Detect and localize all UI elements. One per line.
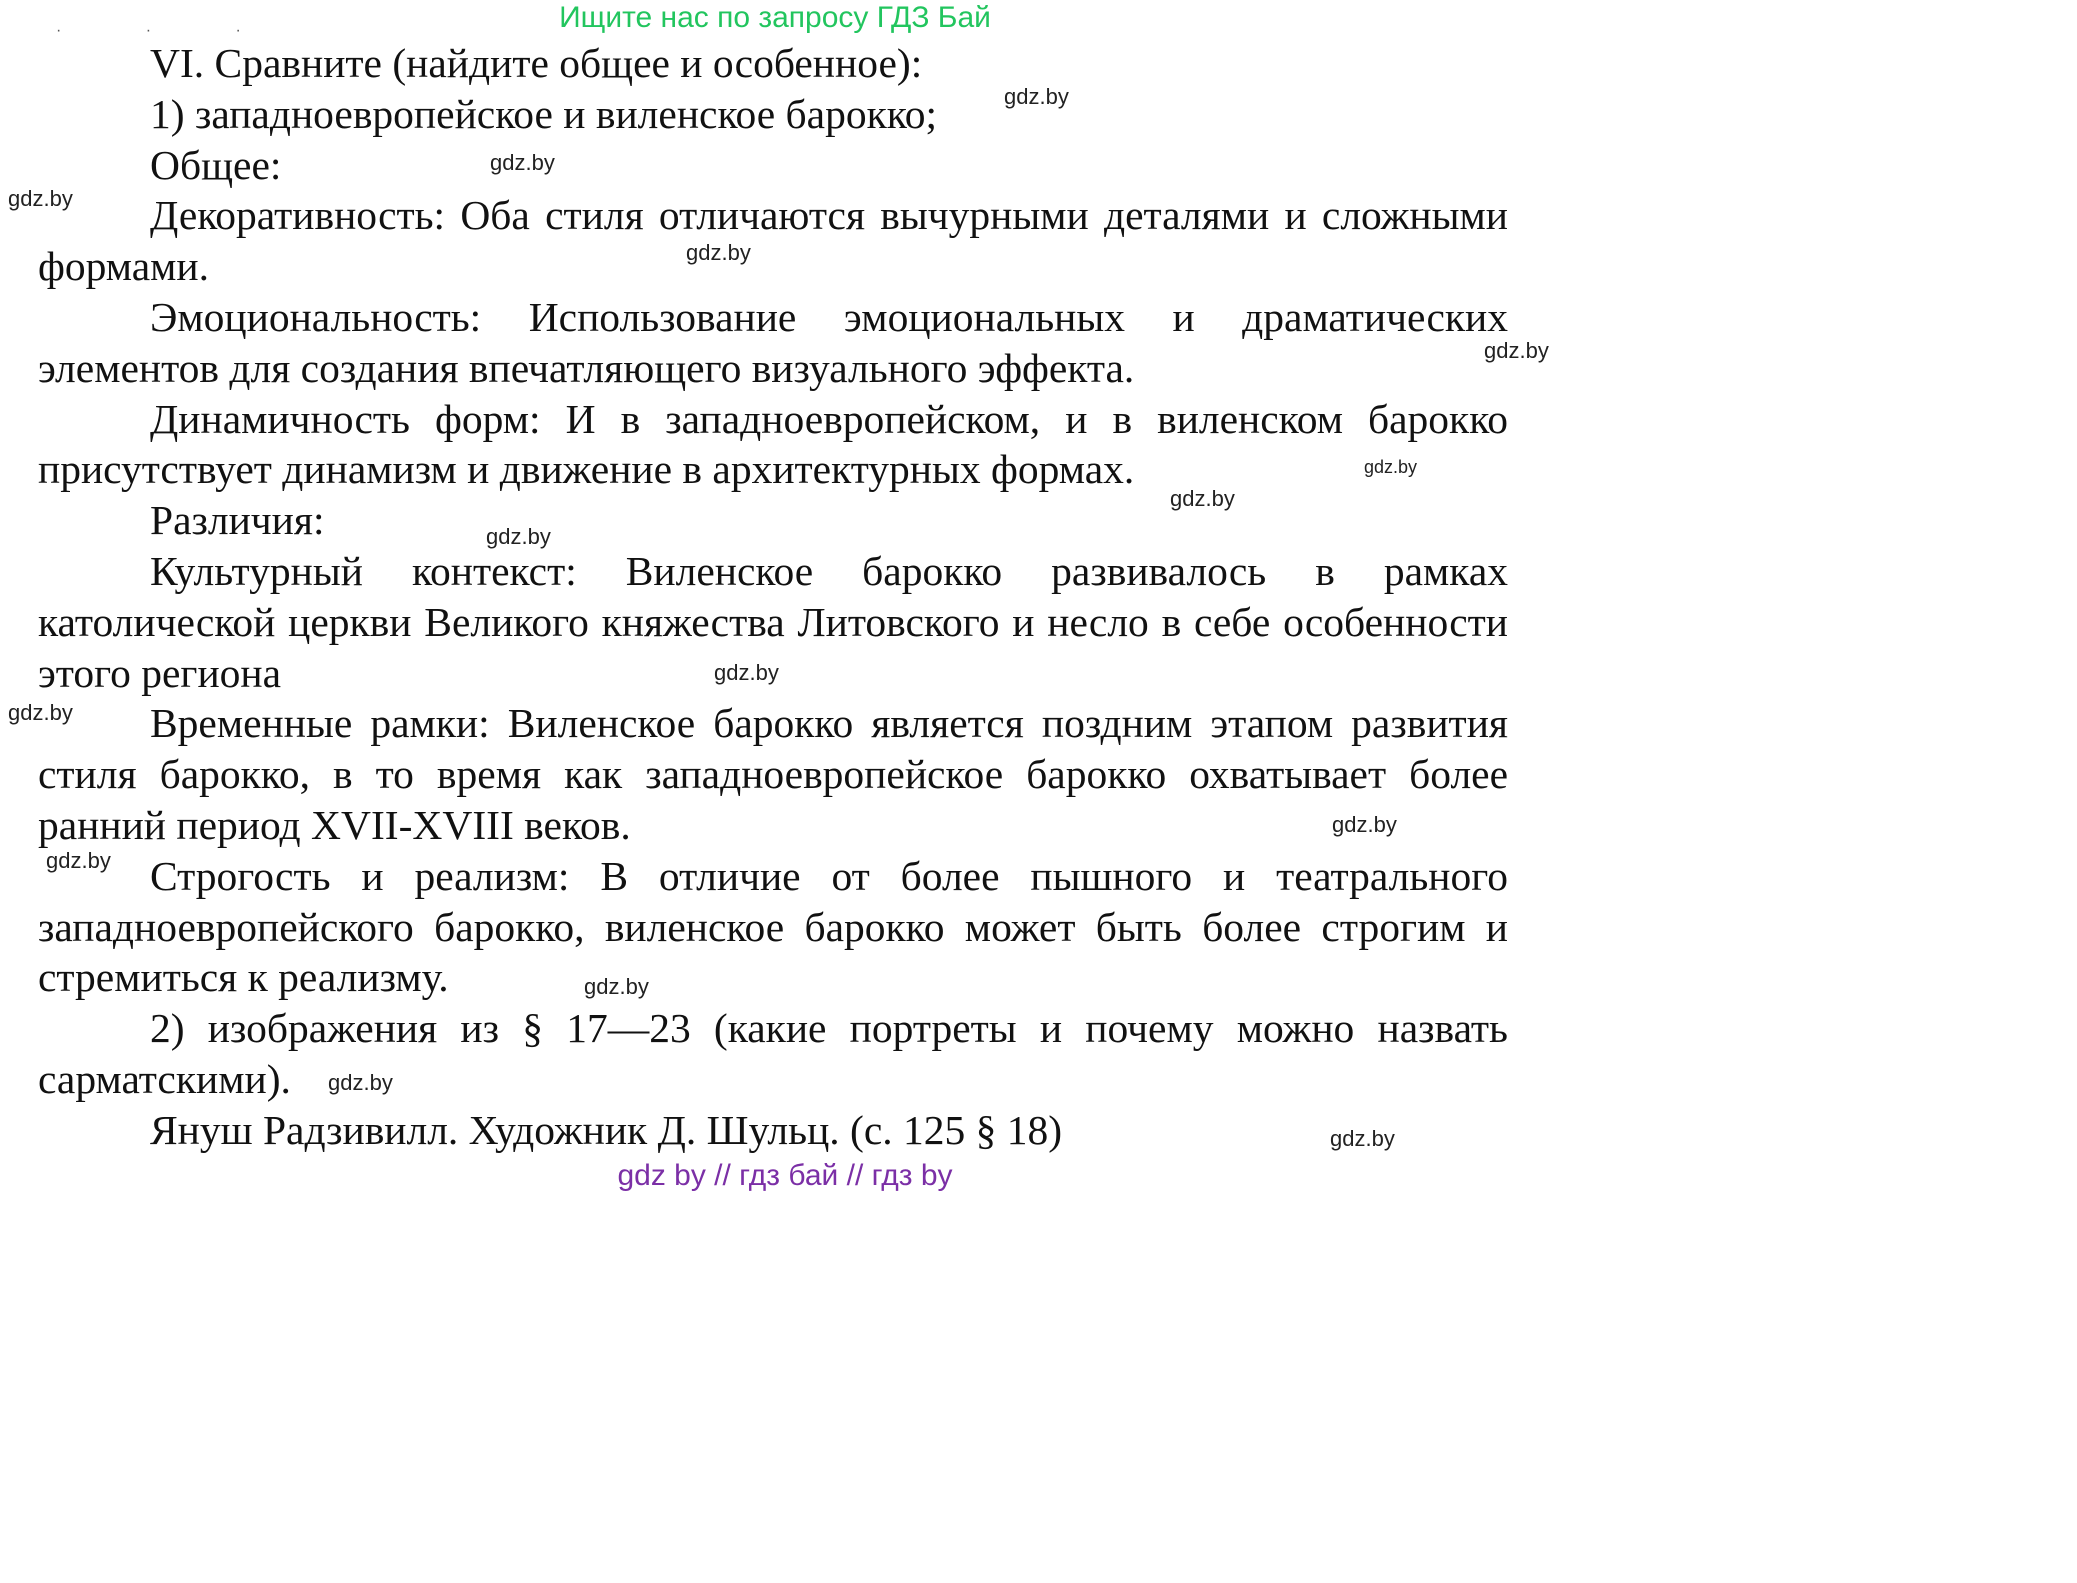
watermark: gdz.by (1332, 812, 1397, 837)
paragraph-emotionality: Эмоциональность: Использование эмоциональных и драматических элементов для создания впечатляющего визуального эффекта. (38, 293, 1508, 391)
question-item-1: 1) западноевропейское и виленское барокко; (150, 90, 938, 137)
watermark: gdz.by (686, 240, 751, 265)
watermark: gdz.by (1364, 457, 1418, 477)
portrait-caption: Януш Радзивилл. Художник Д. Шульц. (с. 125 § 18) (150, 1106, 1063, 1153)
paragraph-cultural-context: Культурный контекст: Виленское барокко развивалось в рамках католической церкви Великого княжества Литовского и несло в себе особенности этого региона (38, 547, 1508, 696)
paragraph-decorativeness: Декоративность: Оба стиля отличаются вычурными деталями и сложными формами. (38, 192, 1508, 290)
paragraph-dynamics: Динамичность форм: И в западноевропейском, и в виленском барокко присутствует динамизм и движение в архитектурных формах. (38, 395, 1508, 493)
watermark: gdz.by (1170, 486, 1235, 511)
watermark: gdz.by (1330, 1126, 1395, 1151)
watermark: gdz.by (46, 848, 111, 873)
paragraph-time-frame: Временные рамки: Виленское барокко является поздним этапом развития стиля барокко, в то время как западноевропейское барокко охватывает более ранний период XVII-XVIII веков. (38, 700, 1508, 848)
watermark: gdz.by (1484, 338, 1549, 363)
document-body (38, 38, 1508, 1156)
watermark: gdz.by (1004, 84, 1069, 109)
bottom-banner: gdz by // гдз бай // гдз by (617, 1159, 953, 1192)
watermark: gdz.by (714, 660, 779, 685)
common-heading: Общее: (150, 141, 282, 188)
watermark: gdz.by (490, 150, 555, 175)
top-banner: Ищите нас по запросу ГДЗ Бай (559, 1, 991, 34)
watermark: gdz.by (584, 974, 649, 999)
paragraph-strictness: Строгость и реализм: В отличие от более пышного и театрального западноевропейского барокко, виленское барокко может быть более строгим и стремиться к реализму. (38, 852, 1508, 1001)
section-heading: VI. Сравните (найдите общее и особенное): (150, 40, 923, 86)
watermark: gdz.by (8, 186, 73, 211)
watermark: gdz.by (486, 524, 551, 549)
differences-heading: Различия: (150, 497, 325, 544)
watermark: gdz.by (8, 700, 73, 725)
scan-artifact: · · · (56, 22, 281, 39)
question-item-2: 2) изображения из § 17—23 (какие портреты и почему можно назвать сарматскими). (38, 1005, 1508, 1102)
watermark: gdz.by (328, 1070, 393, 1095)
